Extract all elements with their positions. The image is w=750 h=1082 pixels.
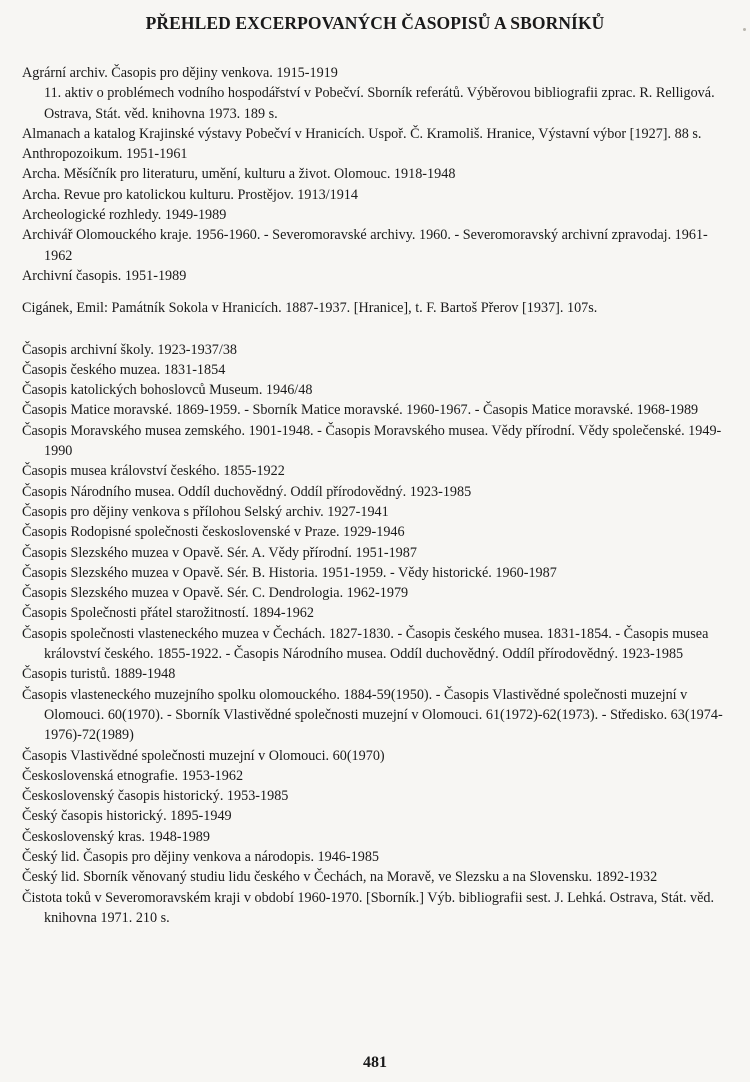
list-item: Časopis Společnosti přátel starožitností. 1894-1962 <box>22 605 314 622</box>
list-item: Časopis českého muzea. 1831-1854 <box>22 361 226 378</box>
list-item: Český lid. Časopis pro dějiny venkova a národopis. 1946-1985 <box>22 848 380 865</box>
list-item: Archivní časopis. 1951-1989 <box>22 267 187 284</box>
list-item: Časopis katolických bohoslovců Museum. 1946/48 <box>22 382 313 399</box>
page-number: 481 <box>363 1054 387 1071</box>
list-item: Čistota toků v Severomoravském kraji v období 1960-1970. [Sborník.] Výb. bibliografii sest. J. Lehká. Ostrava, Stát. věd. knihovna 1971. 210 s. <box>22 889 715 926</box>
list-item: Časopis archivní školy. 1923-1937/38 <box>22 341 238 358</box>
list-item: Český časopis historický. 1895-1949 <box>22 808 232 825</box>
list-item: Časopis turistů. 1889-1948 <box>22 666 176 683</box>
page-title: PŘEHLED EXCERPOVANÝCH ČASOPISŮ A SBORNÍKŮ <box>145 13 605 33</box>
list-item: Časopis Národního musea. Oddíl duchovědný. Oddíl přírodovědný. 1923-1985 <box>22 483 472 500</box>
list-item: Československý časopis historický. 1953-1985 <box>22 788 289 805</box>
entry-list <box>22 63 734 928</box>
list-item: Československá etnografie. 1953-1962 <box>22 767 244 784</box>
list-item: Časopis musea království českého. 1855-1922 <box>22 463 285 480</box>
list-item: Archivář Olomouckého kraje. 1956-1960. - Severomoravské archivy. 1960. - Severomoravský archivní zpravodaj. 1961-1962 <box>22 227 708 264</box>
scan-speck <box>743 28 746 31</box>
list-item: Anthropozoikum. 1951-1961 <box>22 146 188 163</box>
list-item: 11. aktiv o problémech vodního hospodářství v Pobečví. Sborník referátů. Výběrovou bibliografii zprac. R. Relligová. Ostrava, Stát. věd. knihovna 1973. 189 s. <box>44 85 715 122</box>
list-item: Časopis Moravského musea zemského. 1901-1948. - Časopis Moravského musea. Vědy přírodní. Vědy společenské. 1949-1990 <box>22 422 722 460</box>
list-item: Časopis Slezského muzea v Opavě. Sér. A. Vědy přírodní. 1951-1987 <box>22 544 417 561</box>
list-item: Časopis Vlastivědné společnosti muzejní v Olomouci. 60(1970) <box>22 747 385 764</box>
list-item: Almanach a katalog Krajinské výstavy Pobečví v Hranicích. Uspoř. Č. Kramoliš. Hranice, Výstavní výbor [1927]. 88 s. <box>22 125 702 142</box>
list-item: Časopis Matice moravské. 1869-1959. - Sborník Matice moravské. 1960-1967. - Časopis Matice moravské. 1968-1989 <box>22 402 699 419</box>
list-item: Archeologické rozhledy. 1949-1989 <box>22 207 227 224</box>
list-item: Archa. Revue pro katolickou kulturu. Prostějov. 1913/1914 <box>22 186 358 203</box>
list-item: Časopis pro dějiny venkova s přílohou Selský archiv. 1927-1941 <box>22 503 389 520</box>
list-item: Časopis Rodopisné společnosti československé v Praze. 1929-1946 <box>22 524 405 541</box>
list-item: Archa. Měsíčník pro literaturu, umění, kulturu a život. Olomouc. 1918-1948 <box>22 166 456 183</box>
list-item: Cigánek, Emil: Památník Sokola v Hranicích. 1887-1937. [Hranice], t. F. Bartoš Přerov [1937]. 107s. <box>22 300 598 317</box>
list-item: Český lid. Sborník věnovaný studiu lidu českého v Čechách, na Moravě, ve Slezsku a na Slovensku. 1892-1932 <box>22 869 658 886</box>
list-item: Československý kras. 1948-1989 <box>22 828 210 845</box>
list-item: Časopis vlasteneckého muzejního spolku olomouckého. 1884-59(1950). - Časopis Vlastivědné společnosti muzejní v Olomouci. 60(1970). - Sborník Vlastivědné společnosti muzejní v Olomouci. 61(1972)-62(1973). - Středisko. 63(1974-1976)-72(1989) <box>22 686 723 744</box>
list-item: Agrární archiv. Časopis pro dějiny venkova. 1915-1919 <box>22 65 338 81</box>
list-item: Časopis Slezského muzea v Opavě. Sér. C. Dendrologia. 1962-1979 <box>22 585 409 602</box>
list-item: Časopis společnosti vlasteneckého muzea v Čechách. 1827-1830. - Časopis českého musea. 1831-1854. - Časopis musea království českého. 1855-1922. - Časopis Národního musea. Oddíl duchovědný. Oddíl přírodovědný. 1923-1985 <box>22 625 709 663</box>
list-item: Časopis Slezského muzea v Opavě. Sér. B. Historia. 1951-1959. - Vědy historické. 1960-1987 <box>22 564 557 581</box>
